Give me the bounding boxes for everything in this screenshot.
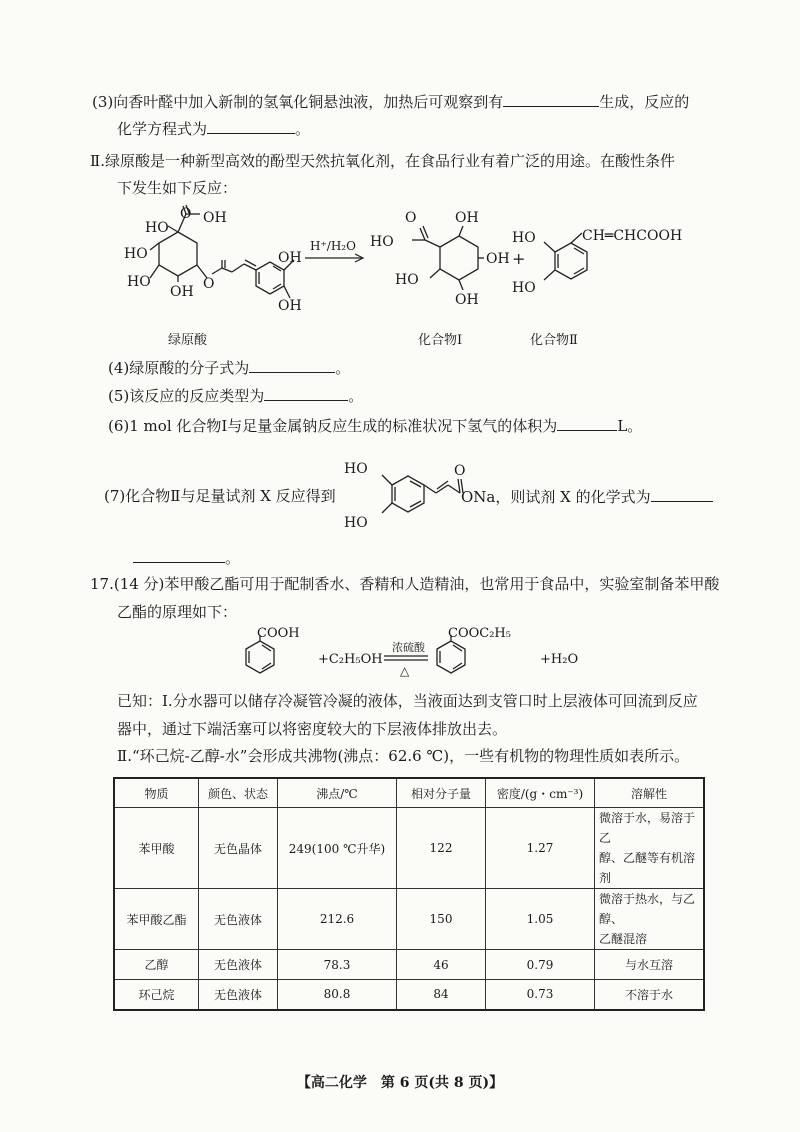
c2-ho-2: HO — [512, 280, 536, 296]
q7-text-a: (7)化合物Ⅱ与足量试剂 X 反应得到 — [104, 487, 336, 505]
table-row — [114, 980, 704, 1010]
properties-table — [113, 777, 705, 1011]
q3-line2 — [117, 117, 310, 140]
caffeate-carbonyl-o: O — [454, 463, 466, 479]
cell-name: 苯甲酸 — [114, 808, 199, 889]
table-header-row — [114, 778, 704, 808]
ester-label: COOC₂H₅ — [448, 626, 511, 641]
q3-text-a: (3)向香叶醛中加入新制的氢氧化铜悬浊液，加热后可观察到有 — [92, 93, 504, 111]
header-mw: 相对分子量 — [397, 778, 486, 808]
q6-line — [108, 414, 642, 437]
cell-solubility — [595, 889, 705, 950]
c1-oh-4: OH — [455, 292, 479, 308]
sol-line: 醇、乙醚等有机溶剂 — [599, 851, 696, 885]
phenol-oh-label-2: OH — [278, 298, 302, 314]
cell-bp: 212.6 — [278, 889, 397, 950]
ester-o-label: O — [203, 276, 215, 292]
c1-oh-2: OH — [486, 251, 510, 267]
section2-line2: 下发生如下反应： — [117, 179, 238, 197]
cooh-label: COOH — [257, 626, 300, 641]
answer-blank-q6[interactable] — [557, 414, 617, 431]
cell-density: 1.05 — [486, 889, 595, 950]
q7-line2 — [133, 546, 240, 569]
header-density: 密度/(g・cm⁻³) — [486, 778, 595, 808]
caffeate-ho-2: HO — [344, 515, 368, 531]
q7-text-b: ，则试剂 X 的化学式为 — [495, 488, 651, 506]
sol-line: 乙醚混溶 — [599, 932, 648, 946]
reaction1-plus: + — [512, 249, 526, 268]
q6-text: (6)1 mol 化合物Ⅰ与足量金属钠反应生成的标准状况下氢气的体积为 — [108, 417, 558, 435]
header-substance: 物质 — [114, 778, 199, 808]
header-state: 颜色、状态 — [199, 778, 278, 808]
sol-line: 微溶于水，易溶于乙 — [599, 811, 696, 845]
known-line2: 器中，通过下端活塞可以将密度较大的下层液体排放出去。 — [117, 720, 508, 738]
table-row — [114, 889, 704, 950]
section2-line1: Ⅱ.绿原酸是一种新型高效的酚型天然抗氧化剂，在食品行业有着广泛的用途。在酸性条件 — [90, 152, 675, 170]
cell-name: 乙醇 — [114, 950, 199, 980]
sol-line: 微溶于热水，与乙醇、 — [599, 892, 696, 926]
q3-text-d: 。 — [295, 120, 311, 138]
compound1-structure — [412, 226, 484, 290]
c1-oh-1: OH — [455, 210, 479, 226]
cell-mw: 150 — [397, 889, 486, 950]
carboxyl-oh-label: OH — [203, 210, 227, 226]
water-label: +H₂O — [540, 652, 579, 667]
known-line3: Ⅱ.“环己烷-乙醇-水”会形成共沸物(沸点：62.6 ℃)，一些有机物的物理性质如表所示。 — [117, 747, 690, 765]
c2-ho-1: HO — [512, 230, 536, 246]
cell-solubility — [595, 808, 705, 889]
cell-density: 0.73 — [486, 980, 595, 1010]
answer-blank-q3-equation[interactable] — [207, 117, 295, 134]
c1-acid-ho: HO — [370, 234, 394, 250]
q4-line — [108, 356, 350, 379]
label-compound2: 化合物Ⅱ — [530, 333, 578, 348]
q5-text: (5)该反应的反应类型为 — [108, 387, 265, 405]
catalyst-label: 浓硫酸 — [392, 641, 425, 654]
ethanol-label: +C₂H₅OH — [318, 652, 383, 667]
q3-line1 — [92, 90, 689, 113]
q7-text-b-line — [461, 485, 713, 508]
ethyl-benzoate-ring — [437, 641, 465, 673]
q5-line — [108, 384, 363, 407]
cell-name: 苯甲酸乙酯 — [114, 889, 199, 950]
c1-carbonyl-o: O — [405, 210, 417, 226]
cell-state: 无色晶体 — [199, 808, 278, 889]
cell-solubility: 与水互溶 — [595, 950, 705, 980]
answer-blank-q4[interactable] — [249, 356, 335, 373]
q6-end: L。 — [617, 417, 643, 435]
label-compound1: 化合物Ⅰ — [418, 333, 463, 348]
cell-mw: 84 — [397, 980, 486, 1010]
header-solubility: 溶解性 — [595, 778, 705, 808]
ring-ho-label-3: HO — [127, 274, 151, 290]
caffeate-ona: ONa — [461, 488, 496, 506]
q4-text: (4)绿原酸的分子式为 — [108, 359, 250, 377]
reaction2-scheme — [0, 625, 800, 685]
q7-end: 。 — [225, 549, 241, 567]
phenol-oh-label-1: OH — [278, 250, 302, 266]
carbonyl-o-label: O — [180, 206, 192, 222]
q5-end: 。 — [348, 387, 364, 405]
caffeate-ho-1: HO — [344, 461, 368, 477]
q17-line1: 17.(14 分)苯甲酸乙酯可用于配制香水、香精和人造精油，也常用于食品中，实验室制备苯甲酸 — [90, 575, 720, 593]
answer-blank-q7-cont[interactable] — [133, 546, 225, 563]
page-footer: 【高二化学 第 6 页(共 8 页)】 — [296, 1075, 504, 1091]
cell-mw: 122 — [397, 808, 486, 889]
cell-name: 环己烷 — [114, 980, 199, 1010]
cell-bp: 249(100 ℃升华) — [278, 808, 397, 889]
q4-end: 。 — [335, 359, 351, 377]
cell-density: 0.79 — [486, 950, 595, 980]
answer-blank-q5[interactable] — [264, 384, 348, 401]
q3-text-b: 生成，反应的 — [599, 93, 690, 111]
c2-side-chain: CH═CHCOOH — [582, 228, 683, 244]
cell-bp: 80.8 — [278, 980, 397, 1010]
known-line1: 已知：Ⅰ.分水器可以储存冷凝管冷凝的液体，当液面达到支管口时上层液体可回流到反应 — [117, 692, 698, 710]
cell-state: 无色液体 — [199, 889, 278, 950]
cell-state: 无色液体 — [199, 980, 278, 1010]
cell-density: 1.27 — [486, 808, 595, 889]
benzoic-acid-ring — [246, 641, 274, 673]
answer-blank-q3-product[interactable] — [503, 90, 599, 107]
label-chlorogenic-acid: 绿原酸 — [168, 333, 208, 348]
q3-text-c: 化学方程式为 — [117, 120, 208, 138]
cell-mw: 46 — [397, 950, 486, 980]
cell-state: 无色液体 — [199, 950, 278, 980]
cell-solubility: 不溶于水 — [595, 980, 705, 1010]
heat-label: △ — [400, 664, 410, 678]
q17-line2: 乙酯的原理如下： — [117, 603, 238, 621]
c1-ho-3: HO — [395, 272, 419, 288]
ring-ho-label-2: HO — [124, 246, 148, 262]
cell-bp: 78.3 — [278, 950, 397, 980]
answer-blank-q7[interactable] — [651, 485, 713, 502]
table-row — [114, 808, 704, 889]
compound2-structure — [544, 233, 587, 280]
reaction1-scheme — [0, 200, 800, 340]
header-bp: 沸点/℃ — [278, 778, 397, 808]
table-row — [114, 950, 704, 980]
ring-oh-label: OH — [170, 284, 194, 300]
reaction1-conditions: H⁺/H₂O — [310, 239, 356, 253]
ring-ho-label-1: HO — [145, 220, 169, 236]
